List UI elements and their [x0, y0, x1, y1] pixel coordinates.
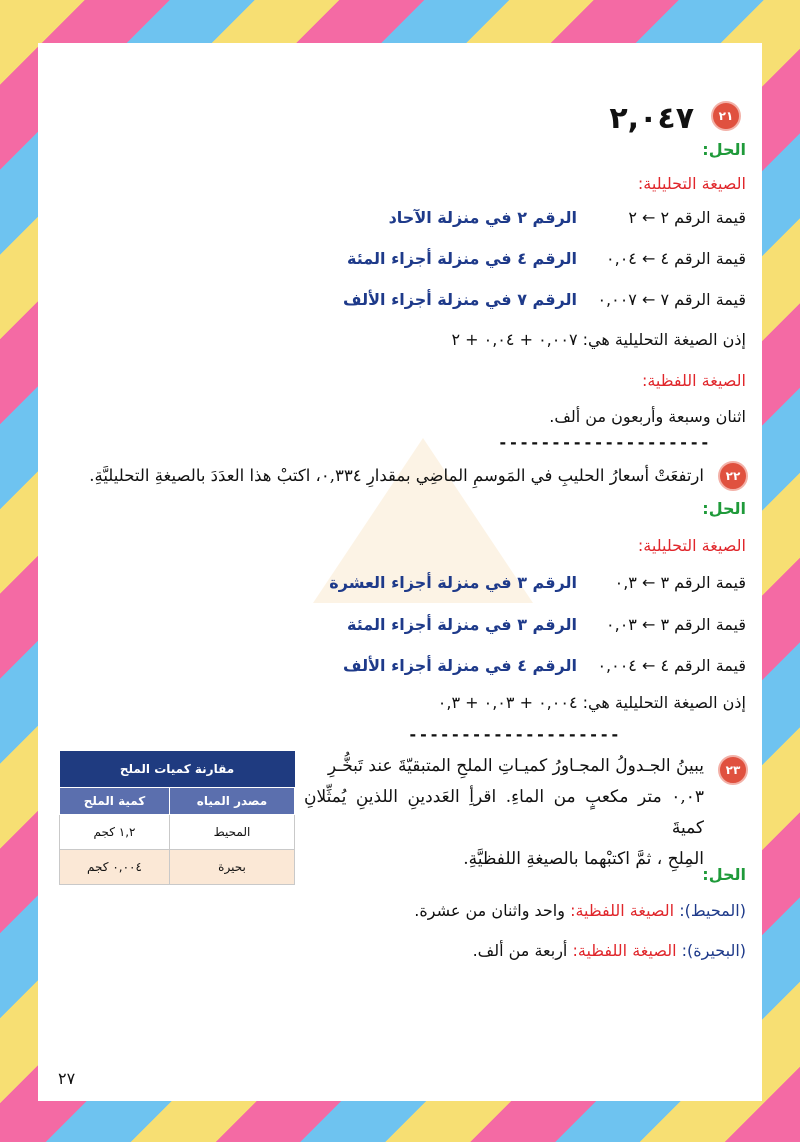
answer-place: (البحيرة):: [681, 941, 746, 960]
answer-place: (المحيط):: [679, 901, 746, 920]
value-row-left: قيمة الرقم ٣ ← ٠,٣: [614, 573, 746, 592]
table-title: مقارنة كميات الملح: [60, 751, 295, 788]
value-row-right: الرقم ٣ في منزلة أجزاء العشرة: [329, 573, 577, 592]
question-22-text: ارتفعَتْ أسعارُ الحليبِ في المَوسمِ الماضِي بمقدارِ ٠,٣٣٤، اكتبْ هذا العدَدَ بالصيغةِ التحليليَّةِ.: [89, 466, 704, 485]
question-23-text: [304, 751, 704, 875]
table-row: [60, 815, 295, 850]
answer-row: [473, 941, 746, 960]
value-row-left: قيمة الرقم ٧ ← ٠,٠٠٧: [597, 290, 746, 309]
expanded-form-title: الصيغة التحليلية:: [637, 536, 746, 555]
value-row-right: الرقم ٢ في منزلة الآحاد: [388, 208, 577, 227]
value-row-left: قيمة الرقم ٣ ← ٠,٠٣: [606, 615, 746, 634]
question-23-badge: ٢٣: [718, 755, 748, 785]
word-form-text: اثنان وسبعة وأربعون من ألف.: [549, 407, 746, 426]
value-row-right: الرقم ٤ في منزلة أجزاء الألف: [343, 656, 577, 675]
solution-label: الحل:: [702, 140, 746, 159]
expanded-form-title: الصيغة التحليلية:: [637, 174, 746, 193]
table-cell: ١,٢ كجم: [60, 815, 170, 850]
question-23-line: يبينُ الجـدولُ المجـاورُ كميـاتِ الملحِ المتبقيّةَ عند تَبخُّـرِ: [327, 756, 704, 776]
question-21-number: ٢,٠٤٧: [609, 101, 694, 136]
value-row-left: قيمة الرقم ٢ ← ٢: [628, 208, 746, 227]
answer-label: الصيغة اللفظية:: [570, 901, 675, 920]
table-cell: ٠,٠٠٤ كجم: [60, 850, 170, 885]
table-cell: المحيط: [169, 815, 294, 850]
page-number: ٢٧: [58, 1069, 76, 1088]
expanded-form-result: إذن الصيغة التحليلية هي: ٠,٠٠٧ + ٠,٠٤ + ٢: [451, 330, 746, 349]
salt-comparison-table: [59, 751, 295, 885]
solution-label: الحل:: [702, 865, 746, 884]
table-cell: بحيرة: [169, 850, 294, 885]
value-row-left: قيمة الرقم ٤ ← ٠,٠٤: [606, 249, 746, 268]
value-row-right: الرقم ٤ في منزلة أجزاء المئة: [347, 249, 577, 268]
question-22-badge: ٢٢: [718, 461, 748, 491]
table-header: مصدر المياه: [169, 788, 294, 815]
value-row-right: الرقم ٣ في منزلة أجزاء المئة: [347, 615, 577, 634]
value-row-right: الرقم ٧ في منزلة أجزاء الألف: [343, 290, 577, 309]
separator-line: --------------------: [408, 725, 621, 744]
value-row-left: قيمة الرقم ٤ ← ٠,٠٠٤: [597, 656, 746, 675]
table-header: كمية الملح: [60, 788, 170, 815]
answer-row: [414, 901, 746, 920]
word-form-title: الصيغة اللفظية:: [641, 371, 746, 390]
question-23-line: المِلحِ ، ثمَّ اكتبْهما بالصيغةِ اللفظيَّةِ.: [463, 849, 704, 869]
question-21-badge: ٢١: [711, 101, 741, 131]
expanded-form-result: إذن الصيغة التحليلية هي: ٠,٠٠٤ + ٠,٠٣ + ٠,٣: [437, 693, 746, 712]
answer-text: أربعة من ألف.: [472, 941, 568, 960]
solution-label: الحل:: [702, 499, 746, 518]
question-23-line: ٠,٠٣ متر مكعبٍ من الماءِ. اقرأِ العَددينِ اللذينِ يُمثِّلانِ كميةَ: [304, 787, 704, 838]
page-sheet: [38, 43, 762, 1101]
answer-label: الصيغة اللفظية:: [572, 941, 677, 960]
table-row: [60, 850, 295, 885]
separator-line: --------------------: [498, 433, 711, 452]
answer-text: واحد واثنان من عشرة.: [414, 901, 565, 920]
